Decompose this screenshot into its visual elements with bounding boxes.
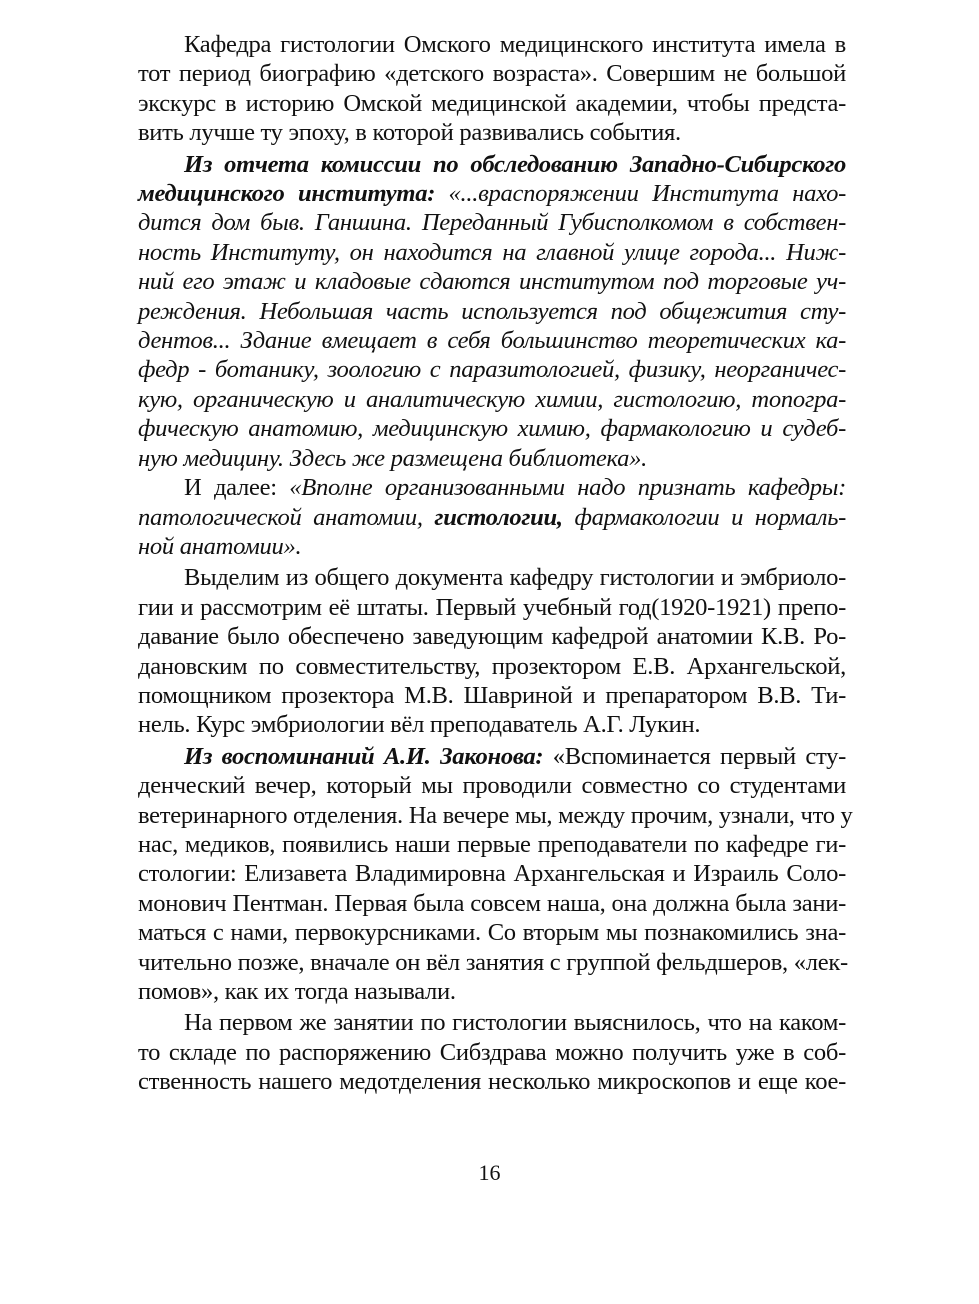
text-line: маться с нами, первокурсниками. Со вторым мы познакомились зна- — [138, 919, 846, 947]
text-line: Выделим из общего документа кафедру гистологии и эмбриоло- — [184, 564, 846, 592]
report-heading-cont: медицинского института: — [138, 180, 436, 208]
quote-line: кую, органическую и аналитическую химии, гистологию, топогра- — [138, 385, 846, 413]
text-line: вить лучше ту эпоху, в которой развивались события. — [138, 119, 681, 147]
paragraph-intro — [138, 30, 846, 148]
text-line — [138, 473, 846, 502]
quote-line: ность Институту, он находится на главной улице города... Ниж- — [138, 238, 846, 266]
text-line: дановским по совместительству, прозектором Е.В. Архангельской, — [138, 652, 846, 680]
quote-line: дится дом быв. Ганшина. Переданный Губисполкомом в собствен- — [138, 209, 846, 237]
quote-line: фическую анатомию, медицинскую химию, фармакологию и судеб- — [138, 415, 846, 443]
report-heading: Из отчета комиссии по обследованию Западно-Сибирского — [184, 150, 846, 178]
text-line: нас, медиков, появились наши первые преподаватели по кафедре ги- — [138, 830, 846, 858]
paragraph-memoirs — [138, 742, 853, 1007]
quote-line: федр - ботанику, зоологию с паразитологией, физику, неорганичес- — [138, 356, 846, 384]
text-line — [138, 742, 846, 771]
text-line: помов», как их тогда называли. — [138, 978, 456, 1005]
quote-line: ной анатомии». — [138, 532, 302, 560]
text-line: экскурс в историю Омской медицинской академии, чтобы предста- — [138, 89, 846, 117]
text-line — [138, 503, 846, 532]
document-page — [138, 30, 853, 1097]
lead-text: И далее: — [184, 474, 290, 502]
text-line: гии и рассмотрим её штаты. Первый учебный год(1920-1921) препо- — [138, 593, 846, 621]
text-line: помощником прозектора М.В. Шавриной и препаратором В.В. Ти- — [138, 681, 846, 709]
quote-line: ний его этаж и кладовые сдаются институтом под торговые уч- — [138, 268, 846, 296]
text-line — [138, 150, 846, 179]
quote-text: патологической анатомии, — [138, 503, 435, 531]
page-number: 16 — [478, 1160, 501, 1185]
memoirs-text: «Вспоминается первый сту- — [543, 742, 847, 770]
text-line: ственность нашего медотделения несколько микроскопов и еще кое- — [138, 1068, 846, 1096]
quote-line: реждения. Небольшая часть используется под общежития сту- — [138, 297, 846, 325]
memoirs-heading: Из воспоминаний А.И. Законова: — [184, 742, 544, 770]
quote-text: «...враспоряжении Института нахо- — [435, 180, 846, 208]
text-line: чительно позже, вначале он вёл занятия с группой фельдшеров, «лек- — [138, 948, 848, 976]
quote-line: ную медицину. Здесь же размещена библиотека». — [138, 444, 647, 472]
paragraph-commission-report — [138, 150, 846, 473]
text-line: денческий вечер, который мы проводили совместно со студентами — [138, 772, 846, 800]
quote-text: фармакологии и нормаль- — [562, 503, 846, 531]
paragraph-first-lesson — [138, 1008, 846, 1096]
text-line: давание было обеспечено заведующим кафедрой анатомии К.В. Ро- — [138, 623, 846, 651]
text-line: Кафедра гистологии Омского медицинского института имела в — [184, 31, 846, 58]
paragraph-further — [138, 473, 846, 561]
text-line: На первом же занятии по гистологии выяснилось, что на каком- — [184, 1009, 846, 1037]
quote-line: дентов... Здание вмещает в себя большинство теоретических ка- — [138, 327, 846, 355]
text-line: тот период биографию «детского возраста». Совершим не большой — [138, 60, 846, 88]
text-line: то складе по распоряжению Сибздрава можно получить уже в соб- — [138, 1038, 846, 1066]
text-line — [138, 179, 846, 208]
text-line: стологии: Елизавета Владимировна Архангельская и Израиль Соло- — [138, 860, 846, 888]
text-line: ветеринарного отделения. На вечере мы, между прочим, узнали, что у — [138, 801, 853, 829]
paragraph-staff — [138, 563, 846, 739]
text-line: нель. Курс эмбриологии вёл преподаватель А.Г. Лукин. — [138, 711, 701, 739]
quote-text: «Вполне организованными надо признать кафедры: — [289, 474, 846, 502]
text-line: монович Пентман. Первая была совсем наша, она должна была зани- — [138, 889, 846, 917]
emphasis-histology: гистологии, — [434, 503, 563, 531]
